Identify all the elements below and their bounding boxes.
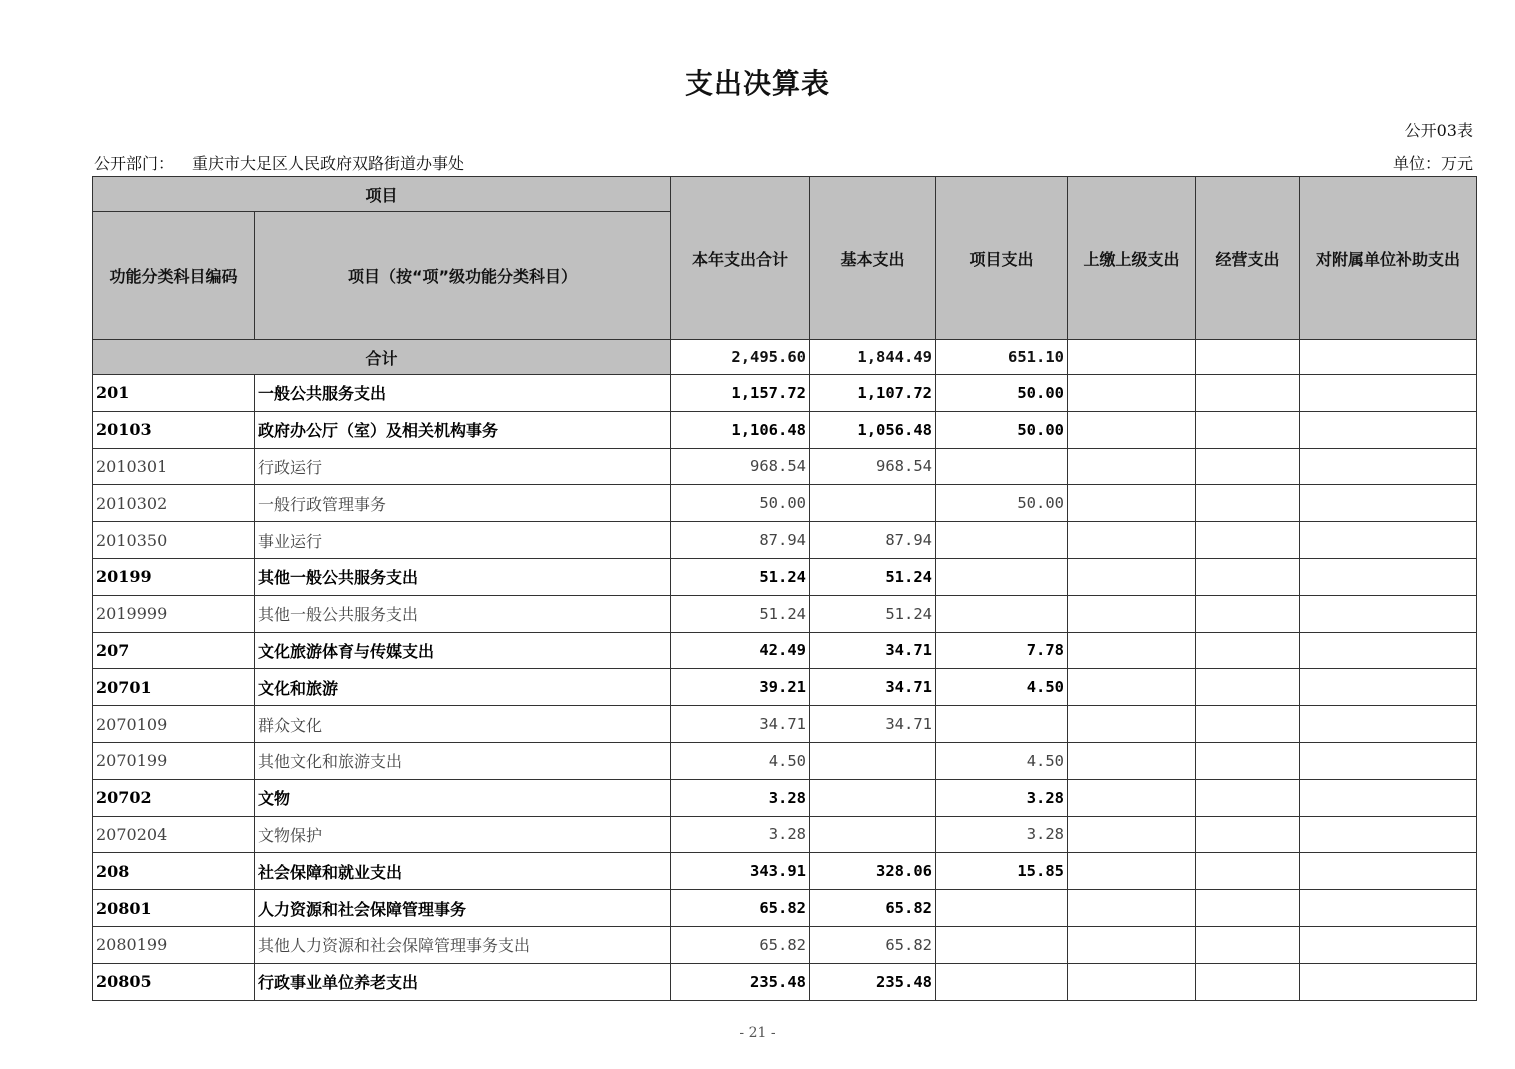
- expenditure-table: [92, 176, 1477, 1001]
- header-project: 项目: [93, 177, 671, 212]
- row-code: 20702: [93, 779, 255, 816]
- row-subsidy: [1300, 632, 1477, 669]
- header-project-expenditure: 项目支出: [936, 177, 1068, 340]
- row-total: 3.28: [671, 779, 810, 816]
- header-business: 经营支出: [1196, 177, 1300, 340]
- row-basic: 1,056.48: [810, 411, 936, 448]
- department-name: 重庆市大足区人民政府双路街道办事处: [192, 154, 465, 173]
- row-code: 2080199: [93, 926, 255, 963]
- row-basic: 235.48: [810, 963, 936, 1000]
- row-business: [1196, 779, 1300, 816]
- row-subsidy: [1300, 853, 1477, 890]
- row-subsidy: [1300, 963, 1477, 1000]
- row-remit: [1068, 522, 1196, 559]
- row-code: 2070109: [93, 706, 255, 743]
- row-name: 事业运行: [255, 522, 671, 559]
- row-name: 行政运行: [255, 448, 671, 485]
- row-total: 65.82: [671, 926, 810, 963]
- table-row: [93, 890, 1477, 927]
- row-remit: [1068, 632, 1196, 669]
- row-project: [936, 558, 1068, 595]
- department-line: [94, 151, 464, 174]
- total-remit: [1068, 340, 1196, 375]
- row-code: 201: [93, 375, 255, 412]
- row-basic: [810, 485, 936, 522]
- row-total: 51.24: [671, 595, 810, 632]
- row-subsidy: [1300, 706, 1477, 743]
- header-subsidy: 对附属单位补助支出: [1300, 177, 1477, 340]
- total-business: [1196, 340, 1300, 375]
- row-remit: [1068, 853, 1196, 890]
- header-total: 本年支出合计: [671, 177, 810, 340]
- row-remit: [1068, 816, 1196, 853]
- row-project: 4.50: [936, 742, 1068, 779]
- row-project: 15.85: [936, 853, 1068, 890]
- row-remit: [1068, 926, 1196, 963]
- total-subsidy: [1300, 340, 1477, 375]
- row-total: 1,106.48: [671, 411, 810, 448]
- row-subsidy: [1300, 779, 1477, 816]
- row-total: 235.48: [671, 963, 810, 1000]
- row-remit: [1068, 595, 1196, 632]
- table-row: [93, 411, 1477, 448]
- table-row: [93, 779, 1477, 816]
- table-row: [93, 963, 1477, 1000]
- row-business: [1196, 595, 1300, 632]
- header-name: 项目（按“项”级功能分类科目）: [255, 212, 671, 340]
- page-title: 支出决算表: [684, 67, 830, 100]
- row-project: [936, 926, 1068, 963]
- row-basic: [810, 779, 936, 816]
- row-project: 3.28: [936, 816, 1068, 853]
- row-code: 2019999: [93, 595, 255, 632]
- row-basic: 34.71: [810, 632, 936, 669]
- table-row: [93, 375, 1477, 412]
- row-basic: 51.24: [810, 558, 936, 595]
- row-subsidy: [1300, 485, 1477, 522]
- row-remit: [1068, 485, 1196, 522]
- row-total: 1,157.72: [671, 375, 810, 412]
- row-basic: 51.24: [810, 595, 936, 632]
- total-row: [93, 340, 1477, 375]
- total-amount: 2,495.60: [671, 340, 810, 375]
- row-total: 968.54: [671, 448, 810, 485]
- row-basic: 34.71: [810, 706, 936, 743]
- row-business: [1196, 522, 1300, 559]
- row-basic: 65.82: [810, 890, 936, 927]
- table-row: [93, 448, 1477, 485]
- row-basic: 328.06: [810, 853, 936, 890]
- row-code: 20805: [93, 963, 255, 1000]
- table-row: [93, 632, 1477, 669]
- row-name: 政府办公厅（室）及相关机构事务: [255, 411, 671, 448]
- row-project: 50.00: [936, 411, 1068, 448]
- row-remit: [1068, 890, 1196, 927]
- row-basic: 87.94: [810, 522, 936, 559]
- row-name: 一般公共服务支出: [255, 375, 671, 412]
- row-name: 其他一般公共服务支出: [255, 595, 671, 632]
- row-basic: 65.82: [810, 926, 936, 963]
- row-name: 文物保护: [255, 816, 671, 853]
- row-name: 文化旅游体育与传媒支出: [255, 632, 671, 669]
- row-total: 50.00: [671, 485, 810, 522]
- row-remit: [1068, 448, 1196, 485]
- row-project: [936, 890, 1068, 927]
- row-subsidy: [1300, 411, 1477, 448]
- row-total: 42.49: [671, 632, 810, 669]
- row-subsidy: [1300, 926, 1477, 963]
- row-subsidy: [1300, 375, 1477, 412]
- total-label: 合计: [93, 340, 671, 375]
- row-business: [1196, 485, 1300, 522]
- row-remit: [1068, 779, 1196, 816]
- table-row: [93, 706, 1477, 743]
- row-code: 20701: [93, 669, 255, 706]
- row-total: 3.28: [671, 816, 810, 853]
- row-business: [1196, 963, 1300, 1000]
- row-name: 文化和旅游: [255, 669, 671, 706]
- row-project: 50.00: [936, 375, 1068, 412]
- row-remit: [1068, 706, 1196, 743]
- row-code: 2010301: [93, 448, 255, 485]
- table-row: [93, 816, 1477, 853]
- row-basic: [810, 742, 936, 779]
- row-business: [1196, 853, 1300, 890]
- row-basic: 34.71: [810, 669, 936, 706]
- table-row: [93, 853, 1477, 890]
- row-project: [936, 706, 1068, 743]
- row-remit: [1068, 558, 1196, 595]
- row-subsidy: [1300, 742, 1477, 779]
- row-project: [936, 448, 1068, 485]
- table-row: [93, 522, 1477, 559]
- page-number: - 21 -: [739, 1025, 776, 1041]
- total-basic: 1,844.49: [810, 340, 936, 375]
- row-code: 208: [93, 853, 255, 890]
- row-code: 20103: [93, 411, 255, 448]
- header-remit: 上缴上级支出: [1068, 177, 1196, 340]
- row-subsidy: [1300, 522, 1477, 559]
- row-project: 3.28: [936, 779, 1068, 816]
- table-row: [93, 485, 1477, 522]
- row-name: 社会保障和就业支出: [255, 853, 671, 890]
- row-remit: [1068, 375, 1196, 412]
- row-business: [1196, 926, 1300, 963]
- table-row: [93, 669, 1477, 706]
- row-business: [1196, 411, 1300, 448]
- row-name: 文物: [255, 779, 671, 816]
- row-code: 2010350: [93, 522, 255, 559]
- unit-label: 单位：万元: [1392, 154, 1473, 173]
- header-basic: 基本支出: [810, 177, 936, 340]
- row-code: 2010302: [93, 485, 255, 522]
- row-business: [1196, 742, 1300, 779]
- row-business: [1196, 669, 1300, 706]
- row-subsidy: [1300, 890, 1477, 927]
- row-business: [1196, 706, 1300, 743]
- row-total: 34.71: [671, 706, 810, 743]
- row-project: 7.78: [936, 632, 1068, 669]
- row-code: 20199: [93, 558, 255, 595]
- row-project: [936, 963, 1068, 1000]
- row-project: [936, 522, 1068, 559]
- row-subsidy: [1300, 595, 1477, 632]
- row-remit: [1068, 963, 1196, 1000]
- header-code: 功能分类科目编码: [93, 212, 255, 340]
- row-total: 4.50: [671, 742, 810, 779]
- table-row: [93, 595, 1477, 632]
- form-number: 公开03表: [1404, 121, 1473, 140]
- row-basic: 1,107.72: [810, 375, 936, 412]
- total-project: 651.10: [936, 340, 1068, 375]
- row-remit: [1068, 411, 1196, 448]
- row-total: 39.21: [671, 669, 810, 706]
- row-business: [1196, 558, 1300, 595]
- row-code: 2070199: [93, 742, 255, 779]
- row-subsidy: [1300, 558, 1477, 595]
- row-code: 2070204: [93, 816, 255, 853]
- row-total: 87.94: [671, 522, 810, 559]
- row-name: 其他文化和旅游支出: [255, 742, 671, 779]
- row-total: 65.82: [671, 890, 810, 927]
- row-project: 50.00: [936, 485, 1068, 522]
- row-basic: [810, 816, 936, 853]
- row-subsidy: [1300, 669, 1477, 706]
- row-name: 群众文化: [255, 706, 671, 743]
- table-row: [93, 558, 1477, 595]
- table-row: [93, 742, 1477, 779]
- row-total: 51.24: [671, 558, 810, 595]
- row-name: 其他一般公共服务支出: [255, 558, 671, 595]
- row-business: [1196, 448, 1300, 485]
- table-row: [93, 926, 1477, 963]
- row-name: 一般行政管理事务: [255, 485, 671, 522]
- row-business: [1196, 890, 1300, 927]
- row-project: 4.50: [936, 669, 1068, 706]
- row-subsidy: [1300, 448, 1477, 485]
- department-label: 公开部门：: [94, 154, 175, 173]
- row-code: 20801: [93, 890, 255, 927]
- row-code: 207: [93, 632, 255, 669]
- row-project: [936, 595, 1068, 632]
- row-basic: 968.54: [810, 448, 936, 485]
- row-name: 人力资源和社会保障管理事务: [255, 890, 671, 927]
- row-name: 其他人力资源和社会保障管理事务支出: [255, 926, 671, 963]
- row-remit: [1068, 669, 1196, 706]
- row-business: [1196, 375, 1300, 412]
- row-business: [1196, 632, 1300, 669]
- row-total: 343.91: [671, 853, 810, 890]
- row-subsidy: [1300, 816, 1477, 853]
- row-business: [1196, 816, 1300, 853]
- row-remit: [1068, 742, 1196, 779]
- row-name: 行政事业单位养老支出: [255, 963, 671, 1000]
